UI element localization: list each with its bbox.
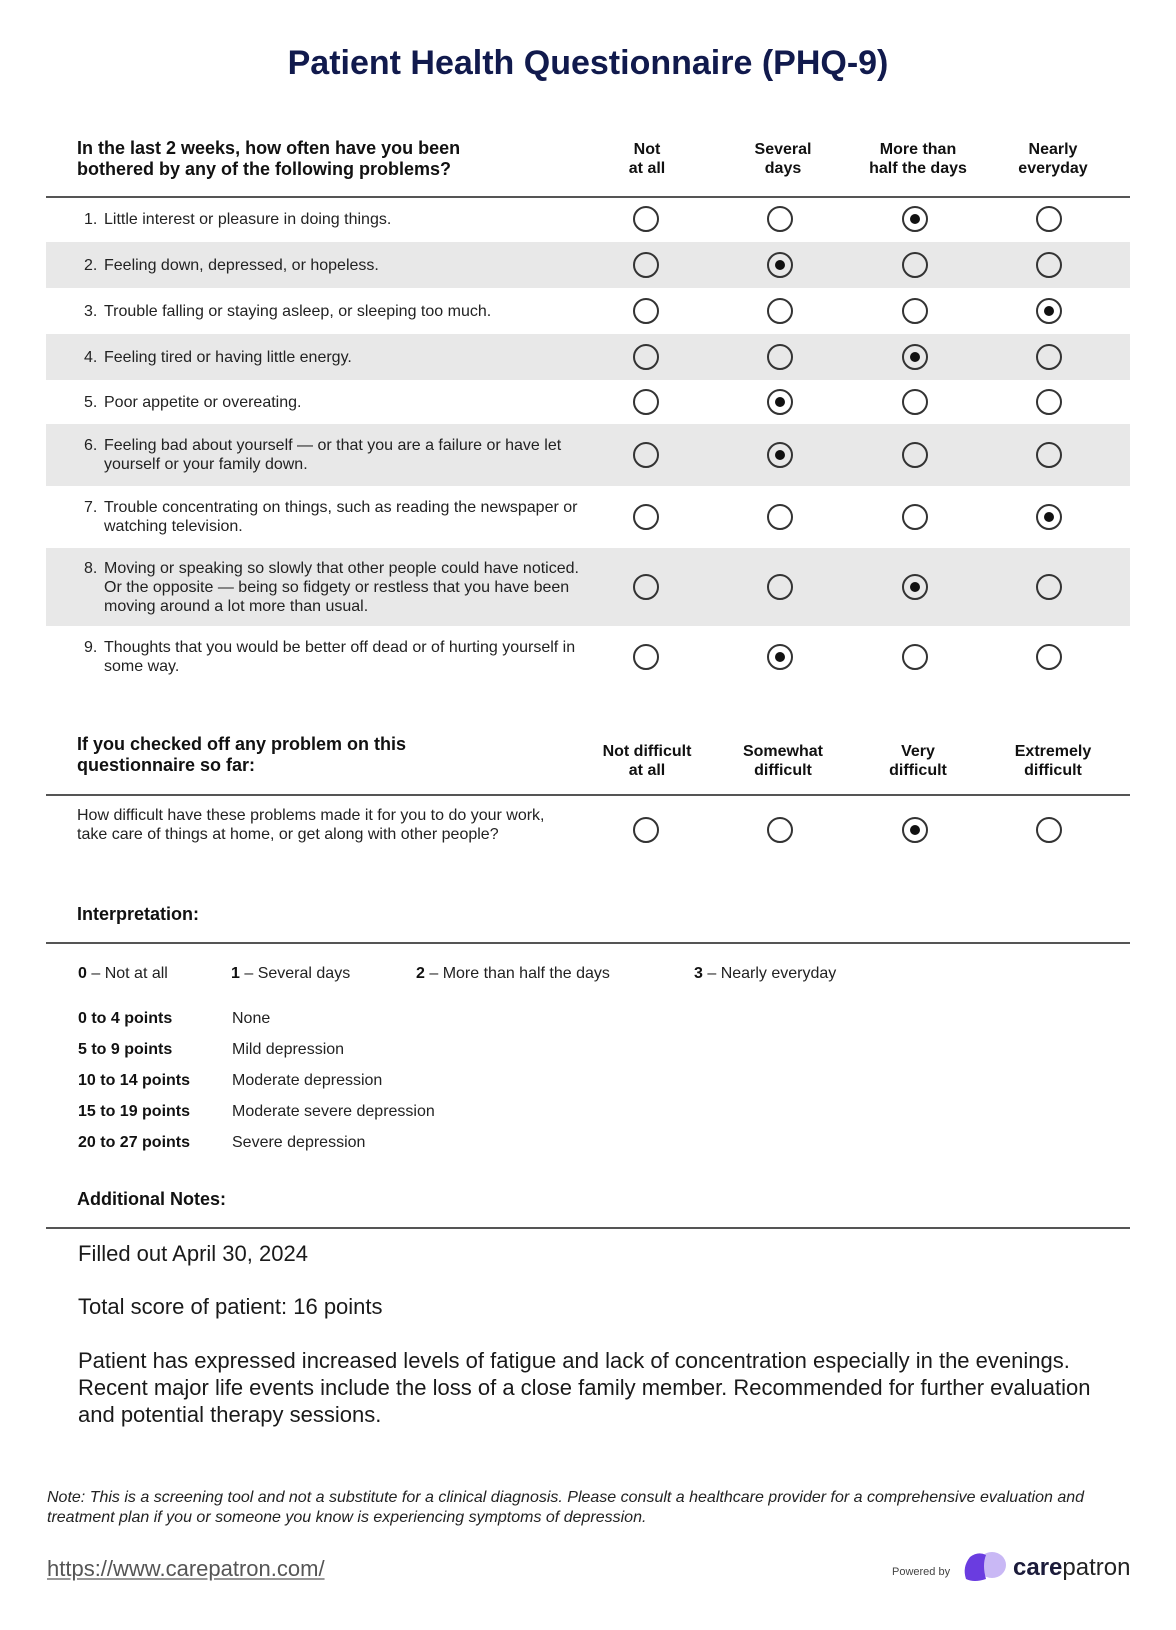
legend-item-2: 2 – More than half the days — [416, 965, 610, 982]
radio-option-2[interactable] — [902, 298, 928, 324]
question-number: 3. — [84, 302, 98, 320]
column-header-somewhat-difficult: Somewhat difficult — [742, 743, 823, 779]
radio-option-2[interactable] — [902, 574, 928, 600]
radio-option-0[interactable] — [633, 504, 659, 530]
question-number: 5. — [84, 393, 98, 411]
question-label: Feeling bad about yourself — or that you are a failure or have let yourself or your family down. — [104, 437, 562, 473]
question-row — [46, 548, 1130, 626]
column-header-very-difficult: Very difficult — [889, 743, 947, 779]
radio-option-3[interactable] — [1036, 206, 1062, 232]
radio-option-1[interactable] — [767, 344, 793, 370]
radio-option-2[interactable] — [902, 504, 928, 530]
difficulty-question: How difficult have these problems made it for you to do your work, take care of things at home, or get along with other people? — [77, 807, 545, 843]
radio-option-1[interactable] — [767, 504, 793, 530]
radio-option-2[interactable] — [902, 252, 928, 278]
radio-option-3[interactable] — [1036, 298, 1062, 324]
question-label: Little interest or pleasure in doing things. — [104, 210, 392, 228]
difficulty-radio-3[interactable] — [1036, 817, 1062, 843]
question-label: Moving or speaking so slowly that other people could have noticed. Or the opposite — being so fidgety or restless that you have been moving around a lot more than usual. — [104, 559, 579, 615]
question-label: Poor appetite or overeating. — [104, 393, 302, 411]
question-row — [46, 334, 1130, 380]
clinician-comment: Patient has expressed increased levels of fatigue and lack of concentration especially in the evenings. Recent major life events include the loss of a close family member. Recommended for further evaluation and potential therapy sessions. — [78, 1348, 1091, 1427]
question-row — [46, 196, 1130, 242]
difficulty-radio-0[interactable] — [633, 817, 659, 843]
radio-option-3[interactable] — [1036, 574, 1062, 600]
radio-option-0[interactable] — [633, 574, 659, 600]
radio-option-0[interactable] — [633, 644, 659, 670]
additional-notes-label: Additional Notes: — [77, 1189, 226, 1209]
question-number: 1. — [84, 210, 98, 228]
carepatron-brand: carepatron — [1013, 1554, 1131, 1581]
question-row — [46, 242, 1130, 288]
question-label: Thoughts that you would be better off dead or of hurting yourself in some way. — [104, 639, 576, 675]
legend-item-1: 1 – Several days — [231, 965, 351, 982]
question-text — [84, 256, 584, 275]
difficulty-radio-1[interactable] — [767, 817, 793, 843]
radio-option-3[interactable] — [1036, 504, 1062, 530]
question-text — [84, 638, 584, 676]
difficulty-radio-2[interactable] — [902, 817, 928, 843]
powered-by-label: Powered by — [892, 1566, 951, 1578]
column-header-several-days: Several days — [754, 141, 812, 177]
question-label: Trouble falling or staying asleep, or sleeping too much. — [104, 302, 492, 320]
notes-divider — [46, 1227, 1130, 1229]
radio-option-2[interactable] — [902, 644, 928, 670]
radio-option-2[interactable] — [902, 442, 928, 468]
radio-option-1[interactable] — [767, 206, 793, 232]
question-number: 6. — [84, 437, 98, 454]
disclaimer-note: Note: This is a screening tool and not a substitute for a clinical diagnosis. Please consult a healthcare provider for a comprehensive evaluation and treatment plan if you or someone you know is experiencing symptoms of depression. — [47, 1489, 1085, 1526]
column-header-not-at-all: Not at all — [628, 141, 666, 177]
radio-option-0[interactable] — [633, 252, 659, 278]
column-header-extremely-difficult: Extremely difficult — [1014, 743, 1092, 779]
question-number: 9. — [84, 639, 98, 656]
question-row — [46, 288, 1130, 334]
radio-option-1[interactable] — [767, 442, 793, 468]
column-header-not-difficult: Not difficult at all — [602, 743, 692, 779]
radio-option-1[interactable] — [767, 252, 793, 278]
header-line-2: bothered by any of the following problems? — [77, 159, 452, 179]
legend-item-0: 0 – Not at all — [78, 965, 168, 982]
question-label: Feeling tired or having little energy. — [104, 348, 352, 366]
question-text — [84, 210, 584, 229]
radio-option-2[interactable] — [902, 389, 928, 415]
legend-item-3: 3 – Nearly everyday — [694, 965, 837, 982]
radio-option-1[interactable] — [767, 644, 793, 670]
radio-option-3[interactable] — [1036, 344, 1062, 370]
radio-option-0[interactable] — [633, 298, 659, 324]
radio-option-0[interactable] — [633, 389, 659, 415]
filled-out-date: Filled out April 30, 2024 — [78, 1241, 308, 1266]
radio-option-1[interactable] — [767, 298, 793, 324]
radio-option-3[interactable] — [1036, 252, 1062, 278]
question-row — [46, 424, 1130, 486]
radio-option-1[interactable] — [767, 574, 793, 600]
total-score: Total score of patient: 16 points — [78, 1294, 383, 1319]
question-text — [84, 498, 584, 536]
radio-option-3[interactable] — [1036, 442, 1062, 468]
question-row — [46, 486, 1130, 548]
radio-option-3[interactable] — [1036, 644, 1062, 670]
interpretation-label: Interpretation: — [77, 904, 200, 924]
question-label: Feeling down, depressed, or hopeless. — [104, 256, 379, 274]
frequency-question-header — [77, 138, 460, 180]
question-number: 7. — [84, 499, 98, 516]
radio-option-0[interactable] — [633, 344, 659, 370]
interpretation-divider — [46, 942, 1130, 944]
difficulty-divider — [46, 794, 1130, 796]
page-title: Patient Health Questionnaire (PHQ-9) — [287, 44, 889, 82]
radio-option-2[interactable] — [902, 344, 928, 370]
question-number: 8. — [84, 559, 98, 577]
difficulty-header: If you checked off any problem on this questionnaire so far: — [77, 734, 407, 775]
question-text — [84, 302, 584, 321]
question-row — [46, 626, 1130, 688]
radio-option-0[interactable] — [633, 206, 659, 232]
question-text — [84, 559, 584, 616]
radio-option-1[interactable] — [767, 389, 793, 415]
column-header-more-than-half: More than half the days — [869, 141, 967, 177]
question-text — [84, 436, 584, 474]
carepatron-logo-icon — [962, 1551, 1008, 1583]
radio-option-0[interactable] — [633, 442, 659, 468]
column-header-nearly-everyday: Nearly everyday — [1018, 141, 1088, 177]
header-line-1: In the last 2 weeks, how often have you been — [77, 138, 461, 158]
radio-option-2[interactable] — [902, 206, 928, 232]
question-number: 4. — [84, 348, 98, 366]
question-text — [84, 393, 584, 412]
question-row — [46, 380, 1130, 424]
question-text — [84, 348, 584, 367]
carepatron-link[interactable]: https://www.carepatron.com/ — [47, 1556, 325, 1581]
question-number: 2. — [84, 256, 98, 274]
question-label: Trouble concentrating on things, such as reading the newspaper or watching television. — [104, 499, 578, 535]
radio-option-3[interactable] — [1036, 389, 1062, 415]
